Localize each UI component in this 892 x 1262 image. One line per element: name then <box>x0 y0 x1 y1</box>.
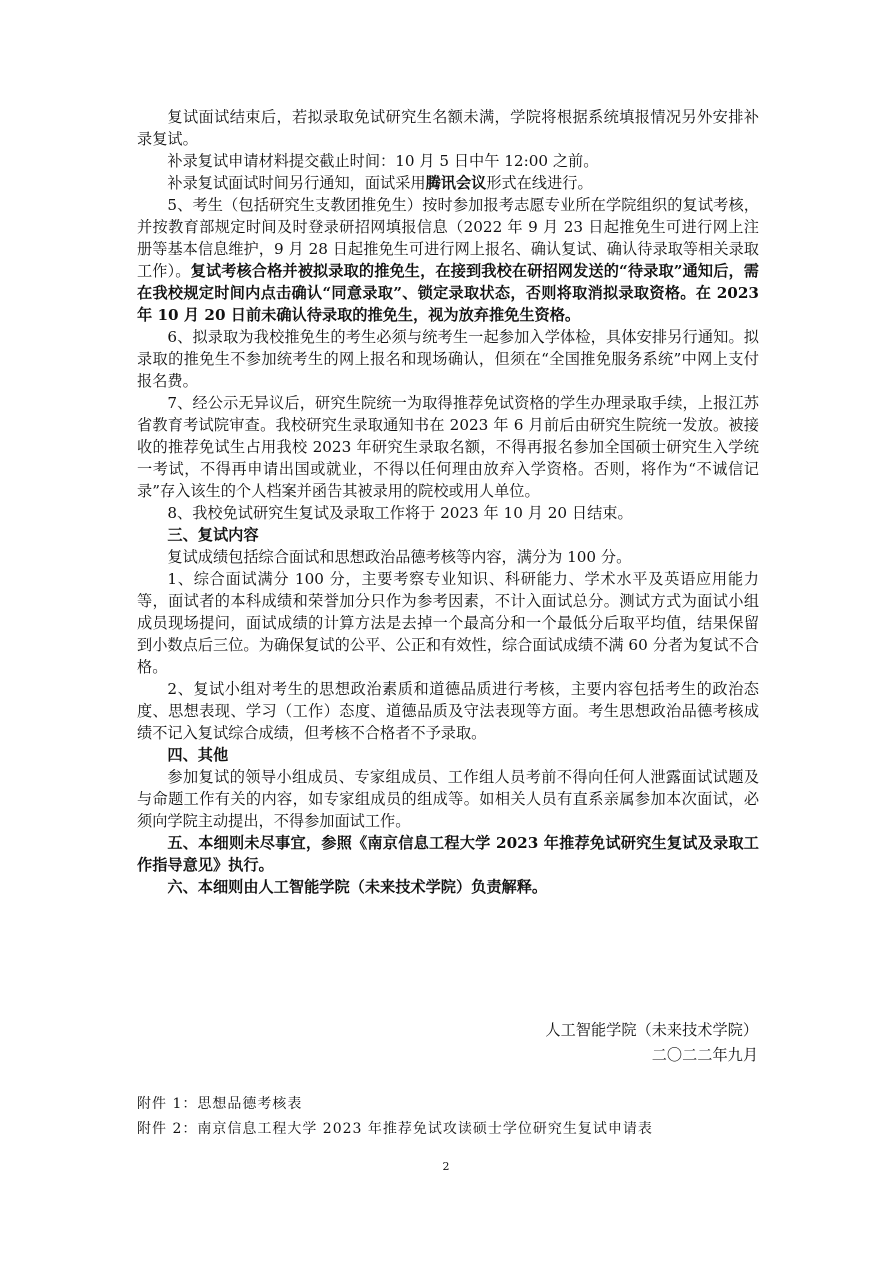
paragraph-moral-assessment: 2、复试小组对考生的思想政治素质和道德品质进行考核，主要内容包括考生的政治态度、思想表现、学习（工作）态度、道德品质及守法表现等方面。考生思想政治品德考核成绩不记入复试综合成绩，但考核不合格者不予录取。 <box>137 680 759 742</box>
paragraph-item-5 <box>137 194 759 326</box>
paragraph-interview-format <box>137 172 759 194</box>
signature-date: 二〇二二年九月 <box>651 1046 758 1064</box>
signature-block <box>545 1018 758 1068</box>
item-5-text: 5、考生（包括研究生支教团推免生）按时参加报考志愿专业所在学院组织的复试考核，并按教育部规定时间及时登录研招网填报信息（2022 年 9 月 23 日起推免生可进行网上注册等基本信息维护，9 月 28 日起推免生可进行网上报名、确认复试、确认待录取等相关录取工作）。 <box>137 196 759 280</box>
signature-org: 人工智能学院（未来技术学院） <box>545 1021 758 1039</box>
paragraph-score-composition: 复试成绩包括综合面试和思想政治品德考核等内容，满分为 100 分。 <box>167 548 632 566</box>
interview-format-text-end: 形式在线进行。 <box>486 174 593 192</box>
section-heading-retest-content: 三、复试内容 <box>167 526 259 544</box>
paragraph-item-6: 6、拟录取为我校推免生的考生必须与统考生一起参加入学体检，具体安排另行通知。拟录取的推免生不参加统考生的网上报名和现场确认，但须在“全国推免服务系统”中网上支付报名费。 <box>137 328 759 390</box>
tencent-meeting-emphasis: 腾讯会议 <box>425 174 487 192</box>
paragraph-item-7: 7、经公示无异议后，研究生院统一为取得推荐免试资格的学生办理录取手续，上报江苏省教育考试院审查。我校研究生录取通知书在 2023 年 6 月前后由研究生院统一发放。被接收的推荐免试生占用我校 2023 年研究生录取名额，不得再报名参加全国硕士研究生入学统一考试，不得再申请出国或就业，不得以任何理由放弃入学资格。否则，将作为“不诚信记录”存入该生的个人档案并函告其被录用的院校或用人单位。 <box>137 394 759 500</box>
interview-format-text: 补录复试面试时间另行通知，面试采用 <box>167 174 426 192</box>
section-heading-reference: 五、本细则未尽事宜，参照《南京信息工程大学 2023 年推荐免试研究生复试及录取工作指导意见》执行。 <box>137 834 759 874</box>
section-heading-other: 四、其他 <box>167 746 229 764</box>
paragraph-submission-deadline: 补录复试申请材料提交截止时间：10 月 5 日中午 12:00 之前。 <box>167 152 599 170</box>
attachment-item: 附件 2：南京信息工程大学 2023 年推荐免试攻读硕士学位研究生复试申请表 <box>137 1121 653 1137</box>
item-5-bold-text: 复试考核合格并被拟录取的推免生，在接到我校在研招网发送的“待录取”通知后，需在我校规定时间内点击确认“同意录取”、锁定录取状态，否则将取消拟录取资格。在 2023 年 10 月 20 日前未确认待录取的推免生，视为放弃推免生资格。 <box>137 262 759 324</box>
paragraph-interview-scoring: 1、综合面试满分 100 分，主要考察专业知识、科研能力、学术水平及英语应用能力等，面试者的本科成绩和荣誉加分只作为参考因素，不计入面试总分。测试方式为面试小组成员现场提问，面试成绩的计算方法是去掉一个最高分和一个最低分后取平均值，结果保留到小数点后三位。为确保复试的公平、公正和有效性，综合面试成绩不满 60 分者为复试不合格。 <box>137 570 759 676</box>
paragraph-item-8: 8、我校免试研究生复试及录取工作将于 2023 年 10 月 20 日结束。 <box>167 504 633 522</box>
paragraph-supplementary-retest: 复试面试结束后，若拟录取免试研究生名额未满，学院将根据系统填报情况另外安排补录复试。 <box>137 108 759 148</box>
paragraph-confidentiality: 参加复试的领导小组成员、专家组成员、工作组人员考前不得向任何人泄露面试试题及与命题工作有关的内容，如专家组成员的组成等。如相关人员有直系亲属参加本次面试，必须向学院主动提出，不得参加面试工作。 <box>137 768 759 830</box>
attachment-item: 附件 1：思想品德考核表 <box>137 1096 303 1112</box>
document-body <box>137 106 759 898</box>
section-heading-interpretation: 六、本细则由人工智能学院（未来技术学院）负责解释。 <box>167 878 548 896</box>
attachments-list <box>137 1092 653 1142</box>
page-number: 2 <box>442 1160 450 1173</box>
